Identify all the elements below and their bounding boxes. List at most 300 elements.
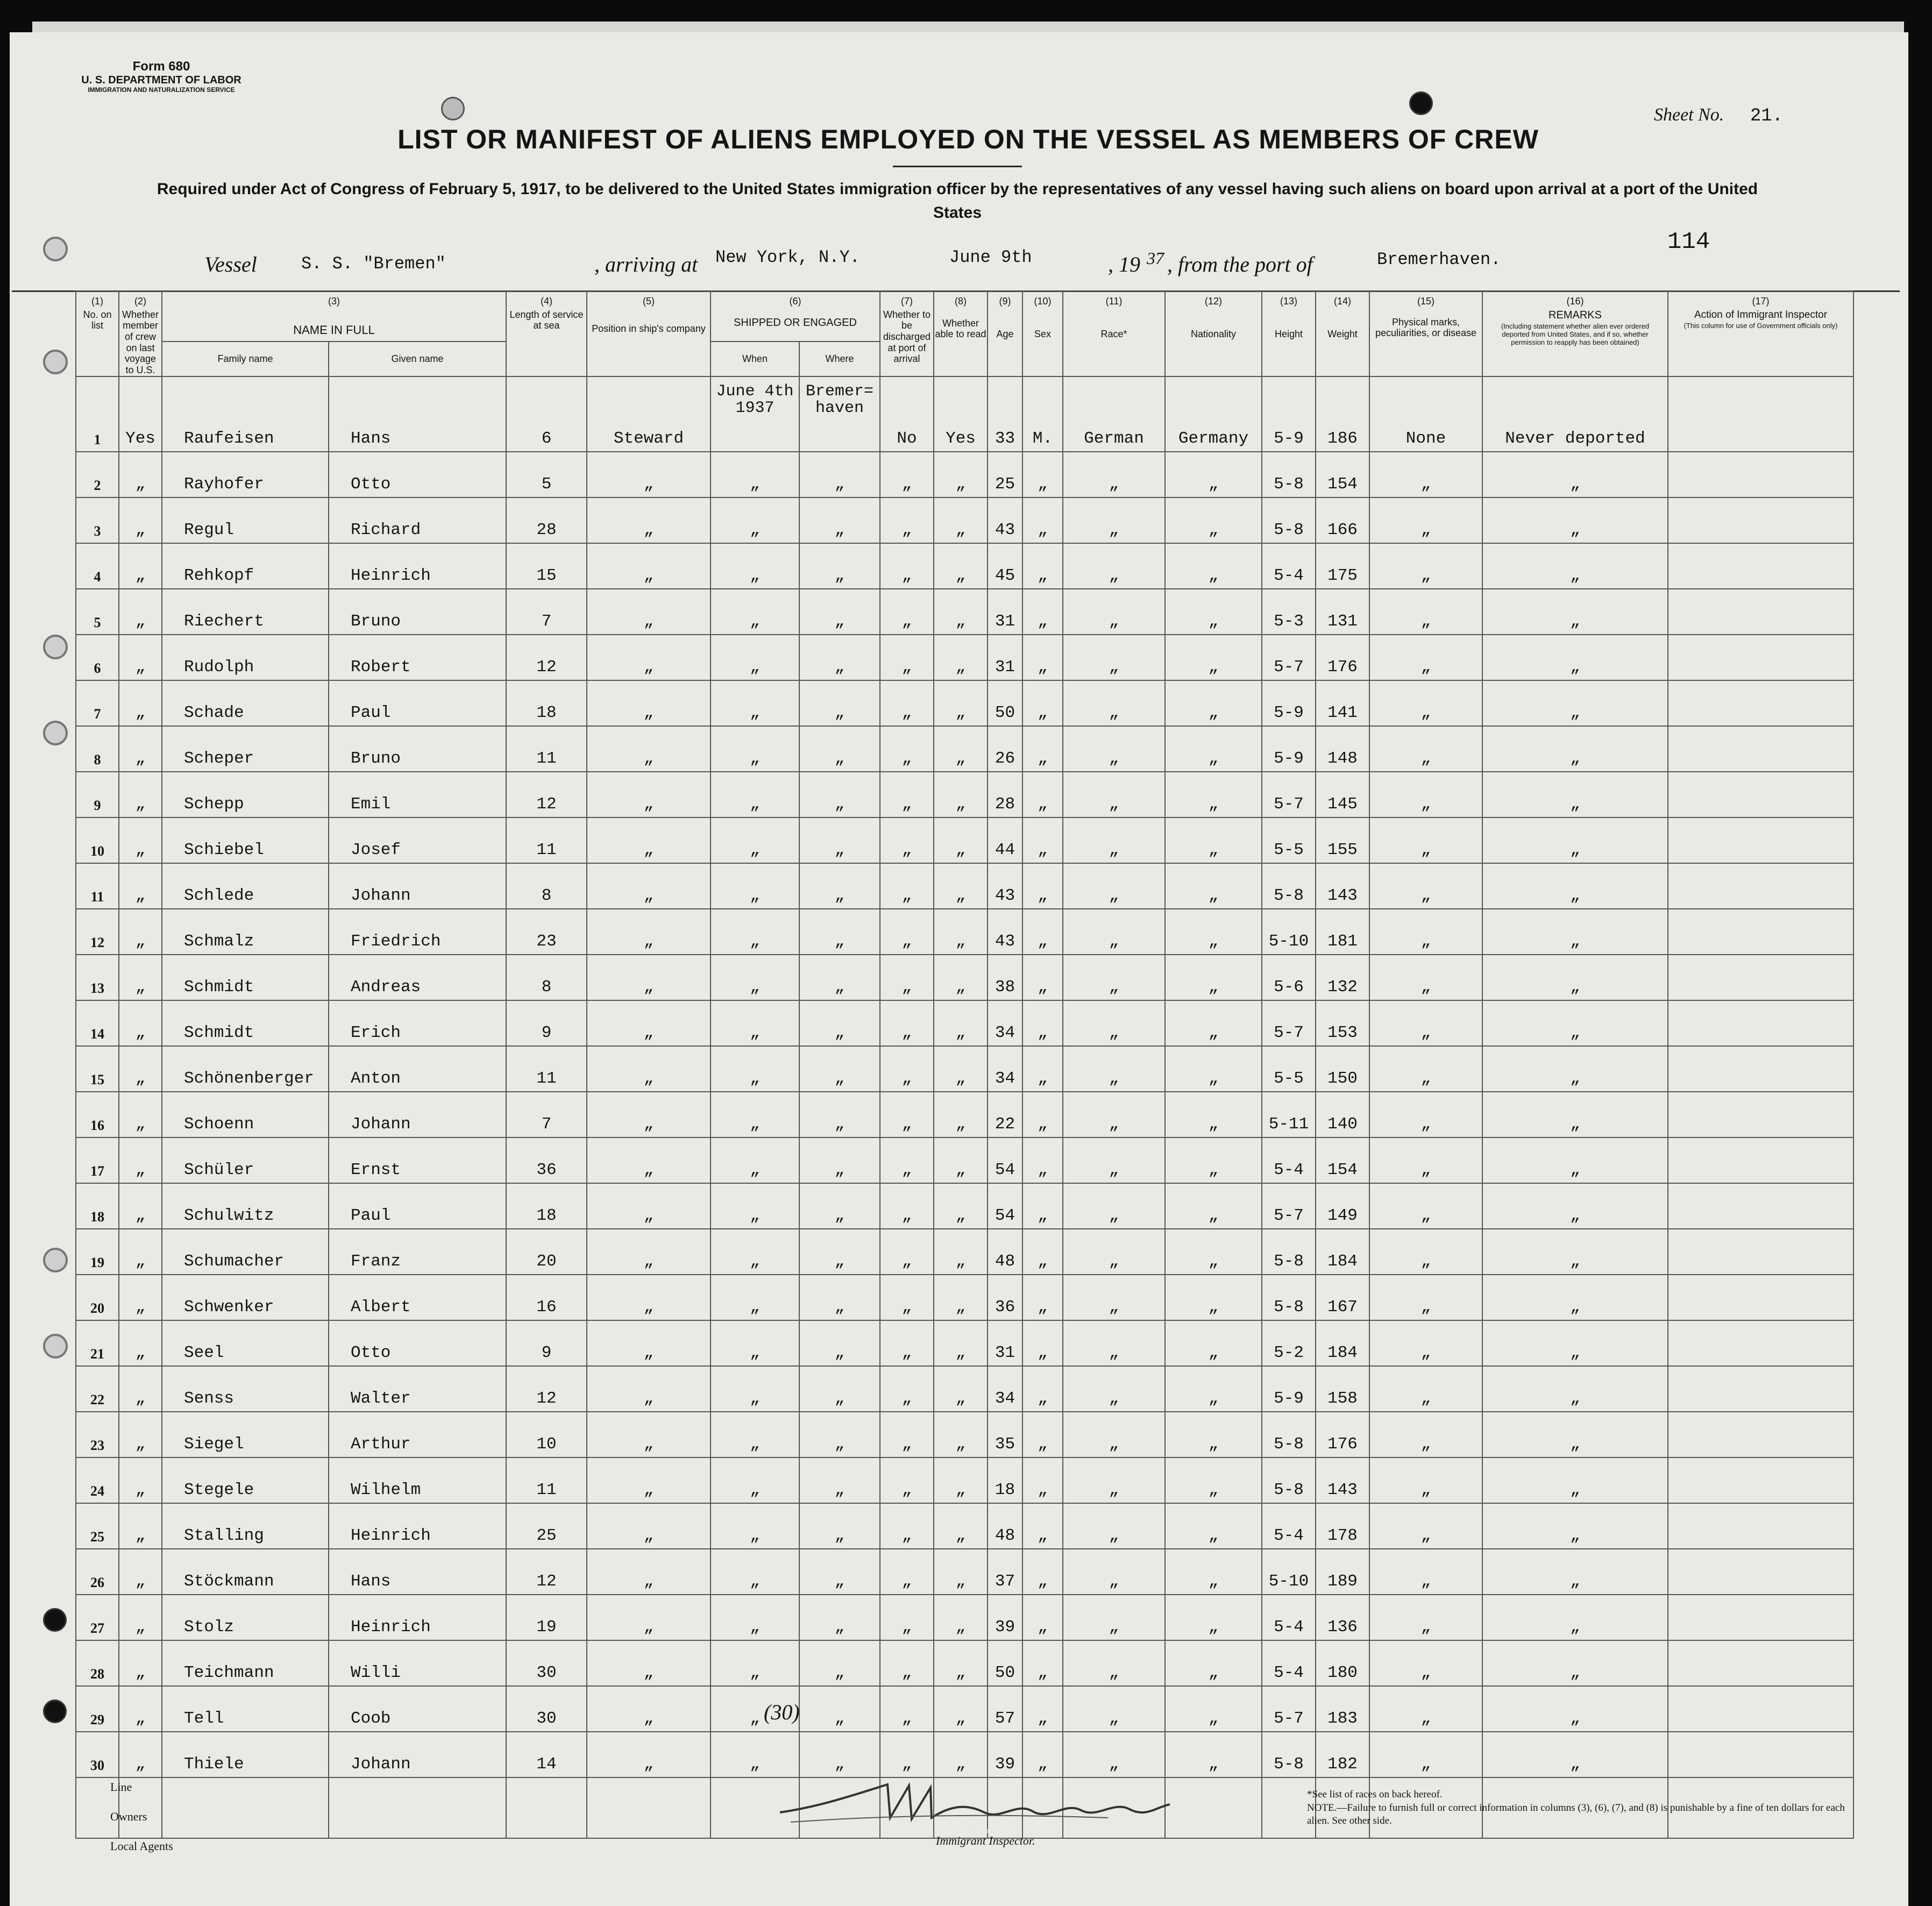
cell-marks: „	[1369, 863, 1482, 909]
cell-action	[1668, 543, 1853, 589]
cell-marks: „	[1369, 1732, 1482, 1777]
cell-given-name: Otto	[329, 1320, 506, 1366]
cell-when: „	[711, 772, 799, 817]
punch-hole-icon	[43, 237, 68, 261]
cell-action	[1668, 1092, 1853, 1137]
cell-when: „	[711, 909, 799, 955]
cell-height: 5-4	[1262, 1503, 1316, 1549]
vessel-name: S. S. "Bremen"	[301, 254, 446, 274]
cell-position: „	[587, 452, 711, 497]
cell-no: 3	[76, 497, 119, 543]
cell-family-name: Schepp	[162, 772, 329, 817]
cell-read: „	[934, 817, 988, 863]
punch-hole-icon	[441, 97, 465, 120]
cell-weight: 154	[1316, 1137, 1369, 1183]
cell-discharged: „	[880, 1366, 934, 1412]
title-underline	[893, 166, 1022, 167]
cell-marks: „	[1369, 1183, 1482, 1229]
cell-nationality: „	[1165, 1137, 1262, 1183]
punch-hole-icon	[43, 350, 68, 374]
cell-read: „	[934, 1549, 988, 1595]
cell-read: „	[934, 909, 988, 955]
col-shipped-label: SHIPPED OR ENGAGED	[734, 316, 857, 329]
cell-action	[1668, 1137, 1853, 1183]
cell-race: „	[1063, 1686, 1165, 1732]
cell-height: 5-4	[1262, 1595, 1316, 1640]
cell-race: „	[1063, 817, 1165, 863]
cell-given-name: Coob	[329, 1686, 506, 1732]
arrival-date: June 9th	[949, 247, 1032, 267]
cell-weight: 150	[1316, 1046, 1369, 1092]
cell-no: 25	[76, 1503, 119, 1549]
cell-remarks: „	[1482, 1732, 1668, 1777]
cell-weight: 167	[1316, 1275, 1369, 1320]
cell-discharged: „	[880, 1549, 934, 1595]
cell-no: 29	[76, 1686, 119, 1732]
cell-no: 14	[76, 1000, 119, 1046]
cell-sex: „	[1022, 680, 1063, 726]
cell-nationality: „	[1165, 497, 1262, 543]
cell-prev-voyage: „	[119, 1412, 162, 1457]
cell-race: German	[1063, 376, 1165, 452]
cell-where: „	[799, 1046, 880, 1092]
cell-sex: „	[1022, 452, 1063, 497]
table-row	[76, 376, 1853, 452]
cell-where: „	[799, 1640, 880, 1686]
table-row	[76, 1046, 1853, 1092]
cell-position: „	[587, 1503, 711, 1549]
cell-race: „	[1063, 543, 1165, 589]
cell-given-name: Heinrich	[329, 543, 506, 589]
col-read-number: (8)	[955, 296, 967, 307]
col-prev-voyage-header	[119, 291, 162, 376]
cell-position: „	[587, 772, 711, 817]
cell-height: 5-7	[1262, 1183, 1316, 1229]
vessel-label: Vessel	[204, 252, 257, 276]
col-service-label: Length of service at sea	[509, 309, 584, 331]
col-height-number: (13)	[1280, 296, 1297, 307]
punch-hole-icon	[43, 1334, 68, 1359]
blank-cell	[506, 1777, 587, 1838]
cell-action	[1668, 1366, 1853, 1412]
cell-marks: „	[1369, 1046, 1482, 1092]
cell-family-name: Stöckmann	[162, 1549, 329, 1595]
table-row	[76, 1137, 1853, 1183]
cell-race: „	[1063, 1092, 1165, 1137]
cell-prev-voyage: „	[119, 1137, 162, 1183]
cell-marks: „	[1369, 1000, 1482, 1046]
department-name: U. S. DEPARTMENT OF LABOR	[81, 74, 242, 86]
cell-service: 30	[506, 1640, 587, 1686]
cell-race: „	[1063, 635, 1165, 680]
cell-race: „	[1063, 909, 1165, 955]
cell-height: 5-8	[1262, 1229, 1316, 1275]
cell-family-name: Schulwitz	[162, 1183, 329, 1229]
owners-label: Owners	[110, 1810, 147, 1823]
cell-marks: „	[1369, 726, 1482, 772]
cell-remarks: „	[1482, 863, 1668, 909]
cell-action	[1668, 589, 1853, 635]
cell-given-name: Heinrich	[329, 1503, 506, 1549]
cell-weight: 154	[1316, 452, 1369, 497]
cell-given-name: Bruno	[329, 589, 506, 635]
cell-discharged: No	[880, 376, 934, 452]
sheet-number	[1654, 105, 1783, 126]
cell-remarks: „	[1482, 909, 1668, 955]
cell-where: „	[799, 1137, 880, 1183]
cell-marks: „	[1369, 955, 1482, 1000]
cell-marks: „	[1369, 589, 1482, 635]
cell-position: „	[587, 1640, 711, 1686]
cell-weight: 141	[1316, 680, 1369, 726]
cell-read: Yes	[934, 376, 988, 452]
cell-family-name: Rehkopf	[162, 543, 329, 589]
col-no-number: (1)	[91, 296, 103, 307]
cell-age: 54	[988, 1183, 1022, 1229]
cell-nationality: „	[1165, 1275, 1262, 1320]
cell-family-name: Senss	[162, 1366, 329, 1412]
table-row	[76, 1092, 1853, 1137]
table-row	[76, 909, 1853, 955]
cell-weight: 176	[1316, 635, 1369, 680]
cell-sex: „	[1022, 1732, 1063, 1777]
cell-age: 22	[988, 1092, 1022, 1137]
cell-height: 5-9	[1262, 1366, 1316, 1412]
col-remarks-note: (Including statement whether alien ever ordered deported from United States, and if so, whether permission to reapply has been obtained)	[1501, 322, 1650, 346]
cell-no: 15	[76, 1046, 119, 1092]
cell-no: 1	[76, 376, 119, 452]
cell-race: „	[1063, 452, 1165, 497]
cell-prev-voyage: „	[119, 589, 162, 635]
cell-where: „	[799, 1000, 880, 1046]
cell-sex: „	[1022, 1092, 1063, 1137]
cell-prev-voyage: „	[119, 863, 162, 909]
cell-no: 4	[76, 543, 119, 589]
cell-race: „	[1063, 1046, 1165, 1092]
cell-read: „	[934, 452, 988, 497]
cell-no: 30	[76, 1732, 119, 1777]
cell-marks: „	[1369, 909, 1482, 955]
cell-when: „	[711, 1686, 799, 1732]
cell-weight: 143	[1316, 1457, 1369, 1503]
cell-sex: „	[1022, 589, 1063, 635]
cell-service: 18	[506, 1183, 587, 1229]
cell-remarks: „	[1482, 1457, 1668, 1503]
cell-given-name: Johann	[329, 863, 506, 909]
cell-height: 5-8	[1262, 1732, 1316, 1777]
cell-race: „	[1063, 680, 1165, 726]
cell-position: „	[587, 635, 711, 680]
cell-marks: „	[1369, 452, 1482, 497]
cell-weight: 140	[1316, 1092, 1369, 1137]
table-row	[76, 955, 1853, 1000]
cell-given-name: Anton	[329, 1046, 506, 1092]
cell-prev-voyage: „	[119, 955, 162, 1000]
cell-action	[1668, 1457, 1853, 1503]
col-age-label: Age	[996, 328, 1014, 339]
cell-race: „	[1063, 1000, 1165, 1046]
cell-sex: „	[1022, 543, 1063, 589]
page-title: LIST OR MANIFEST OF ALIENS EMPLOYED ON THE VESSEL AS MEMBERS OF CREW	[397, 124, 1539, 154]
cell-family-name: Schiebel	[162, 817, 329, 863]
cell-remarks: „	[1482, 452, 1668, 497]
cell-family-name: Stegele	[162, 1457, 329, 1503]
cell-service: 11	[506, 817, 587, 863]
cell-remarks: „	[1482, 1000, 1668, 1046]
table-row	[76, 543, 1853, 589]
cell-nationality: „	[1165, 1046, 1262, 1092]
cell-no: 5	[76, 589, 119, 635]
cell-marks: None	[1369, 376, 1482, 452]
cell-when: „	[711, 863, 799, 909]
col-read-label: Whether able to read	[935, 317, 986, 340]
cell-discharged: „	[880, 1046, 934, 1092]
cell-given-name: Andreas	[329, 955, 506, 1000]
local-agents-label: Local Agents	[110, 1839, 173, 1853]
rivet-icon	[1409, 91, 1433, 115]
cell-position: „	[587, 863, 711, 909]
table-row	[76, 1503, 1853, 1549]
cell-age: 28	[988, 772, 1022, 817]
cell-race: „	[1063, 589, 1165, 635]
cell-sex: „	[1022, 1320, 1063, 1366]
cell-height: 5-9	[1262, 376, 1316, 452]
cell-action	[1668, 1046, 1853, 1092]
cell-age: 38	[988, 955, 1022, 1000]
cell-family-name: Riechert	[162, 589, 329, 635]
cell-discharged: „	[880, 1595, 934, 1640]
cell-where: Bremer= haven	[799, 376, 880, 452]
cell-race: „	[1063, 863, 1165, 909]
cell-no: 9	[76, 772, 119, 817]
cell-when: „	[711, 1549, 799, 1595]
line-label: Line	[110, 1780, 132, 1794]
cell-age: 34	[988, 1000, 1022, 1046]
rivet-icon	[43, 1608, 67, 1632]
cell-race: „	[1063, 1503, 1165, 1549]
cell-service: 20	[506, 1229, 587, 1275]
cell-discharged: „	[880, 1229, 934, 1275]
cell-age: 39	[988, 1595, 1022, 1640]
cell-age: 43	[988, 863, 1022, 909]
rivet-icon	[43, 1699, 67, 1723]
cell-prev-voyage: „	[119, 1183, 162, 1229]
cell-where: „	[799, 1686, 880, 1732]
page-subtitle: Required under Act of Congress of February 5, 1917, to be delivered to the United States immigration officer by the representatives of any vessel having such aliens on board upon arrival at a port of the United States	[157, 180, 1758, 222]
cell-weight: 182	[1316, 1732, 1369, 1777]
cell-no: 11	[76, 863, 119, 909]
col-height-header	[1262, 291, 1316, 376]
manifest-body	[76, 376, 1853, 1838]
cell-where: „	[799, 1412, 880, 1457]
cell-remarks: „	[1482, 1137, 1668, 1183]
cell-nationality: „	[1165, 1412, 1262, 1457]
cell-height: 5-7	[1262, 1686, 1316, 1732]
inspector-label: Immigrant Inspector.	[936, 1834, 1035, 1847]
col-where-header: Where	[799, 342, 880, 376]
table-row	[76, 1000, 1853, 1046]
cell-where: „	[799, 1595, 880, 1640]
cell-age: 45	[988, 543, 1022, 589]
table-row	[76, 1320, 1853, 1366]
cell-action	[1668, 817, 1853, 863]
col-race-label: Race*	[1100, 328, 1127, 339]
blank-cell	[587, 1777, 711, 1838]
cell-sex: „	[1022, 1046, 1063, 1092]
cell-when: „	[711, 1275, 799, 1320]
cell-prev-voyage: „	[119, 1732, 162, 1777]
cell-position: „	[587, 1457, 711, 1503]
vessel-line	[199, 247, 1759, 280]
cell-read: „	[934, 1046, 988, 1092]
col-position-label: Position in ship's company	[592, 323, 706, 334]
cell-race: „	[1063, 1183, 1165, 1229]
cell-family-name: Schade	[162, 680, 329, 726]
cell-action	[1668, 1000, 1853, 1046]
cell-read: „	[934, 1595, 988, 1640]
cell-family-name: Seel	[162, 1320, 329, 1366]
cell-given-name: Paul	[329, 1183, 506, 1229]
cell-nationality: „	[1165, 1549, 1262, 1595]
cell-age: 36	[988, 1275, 1022, 1320]
cell-where: „	[799, 772, 880, 817]
cell-discharged: „	[880, 909, 934, 955]
cell-where: „	[799, 452, 880, 497]
cell-where: „	[799, 1275, 880, 1320]
cell-action	[1668, 955, 1853, 1000]
cell-family-name: Teichmann	[162, 1640, 329, 1686]
cell-age: 31	[988, 1320, 1022, 1366]
cell-discharged: „	[880, 680, 934, 726]
cell-read: „	[934, 1457, 988, 1503]
col-race-number: (11)	[1105, 296, 1123, 307]
cell-given-name: Heinrich	[329, 1595, 506, 1640]
cell-where: „	[799, 1503, 880, 1549]
cell-no: 10	[76, 817, 119, 863]
cell-when: June 4th 1937	[711, 376, 799, 452]
cell-prev-voyage: „	[119, 1595, 162, 1640]
cell-where: „	[799, 726, 880, 772]
cell-prev-voyage: „	[119, 1092, 162, 1137]
cell-age: 35	[988, 1412, 1022, 1457]
cell-sex: „	[1022, 1595, 1063, 1640]
col-discharged-number: (7)	[901, 296, 913, 307]
cell-sex: „	[1022, 635, 1063, 680]
table-row	[76, 1549, 1853, 1595]
cell-prev-voyage: „	[119, 1229, 162, 1275]
cell-marks: „	[1369, 543, 1482, 589]
cell-nationality: „	[1165, 1320, 1262, 1366]
cell-age: 31	[988, 589, 1022, 635]
cell-family-name: Schüler	[162, 1137, 329, 1183]
cell-prev-voyage: Yes	[119, 376, 162, 452]
year-prefix: , 19	[1108, 252, 1140, 276]
col-remarks-label: REMARKS	[1549, 309, 1602, 321]
page-number: 114	[1667, 229, 1710, 255]
cell-discharged: „	[880, 1640, 934, 1686]
col-shipped-header	[711, 291, 880, 342]
cell-height: 5-11	[1262, 1092, 1316, 1137]
cell-prev-voyage: „	[119, 817, 162, 863]
cell-read: „	[934, 1732, 988, 1777]
cell-position: „	[587, 1229, 711, 1275]
sheet-number-label: Sheet No.	[1654, 105, 1724, 125]
cell-prev-voyage: „	[119, 543, 162, 589]
cell-weight: 136	[1316, 1595, 1369, 1640]
cell-service: 10	[506, 1412, 587, 1457]
cell-race: „	[1063, 1275, 1165, 1320]
cell-age: 43	[988, 909, 1022, 955]
cell-position: Steward	[587, 376, 711, 452]
cell-position: „	[587, 497, 711, 543]
cell-position: „	[587, 955, 711, 1000]
cell-no: 6	[76, 635, 119, 680]
col-position-number: (5)	[643, 296, 655, 307]
cell-position: „	[587, 543, 711, 589]
cell-remarks: „	[1482, 1503, 1668, 1549]
cell-read: „	[934, 772, 988, 817]
col-name-header	[162, 291, 506, 342]
cell-action	[1668, 726, 1853, 772]
cell-action	[1668, 772, 1853, 817]
handwritten-count: (30)	[764, 1700, 800, 1724]
cell-where: „	[799, 1092, 880, 1137]
cell-read: „	[934, 1229, 988, 1275]
cell-service: 12	[506, 635, 587, 680]
cell-when: „	[711, 1732, 799, 1777]
cell-when: „	[711, 1457, 799, 1503]
cell-nationality: „	[1165, 863, 1262, 909]
cell-remarks: „	[1482, 589, 1668, 635]
cell-no: 19	[76, 1229, 119, 1275]
cell-family-name: Schmidt	[162, 1000, 329, 1046]
cell-weight: 148	[1316, 726, 1369, 772]
cell-position: „	[587, 1412, 711, 1457]
cell-family-name: Rayhofer	[162, 452, 329, 497]
cell-height: 5-7	[1262, 772, 1316, 817]
cell-age: 50	[988, 1640, 1022, 1686]
cell-given-name: Emil	[329, 772, 506, 817]
cell-weight: 181	[1316, 909, 1369, 955]
cell-no: 24	[76, 1457, 119, 1503]
cell-remarks: „	[1482, 955, 1668, 1000]
cell-where: „	[799, 1549, 880, 1595]
cell-remarks: „	[1482, 772, 1668, 817]
cell-no: 13	[76, 955, 119, 1000]
cell-no: 12	[76, 909, 119, 955]
cell-prev-voyage: „	[119, 497, 162, 543]
cell-weight: 166	[1316, 497, 1369, 543]
cell-action	[1668, 452, 1853, 497]
cell-sex: M.	[1022, 376, 1063, 452]
cell-given-name: Friedrich	[329, 909, 506, 955]
cell-where: „	[799, 955, 880, 1000]
cell-sex: „	[1022, 909, 1063, 955]
cell-position: „	[587, 1549, 711, 1595]
cell-weight: 189	[1316, 1549, 1369, 1595]
col-age-header	[988, 291, 1022, 376]
cell-nationality: „	[1165, 589, 1262, 635]
cell-height: 5-5	[1262, 817, 1316, 863]
col-prev-voyage-label: Whether member of crew on last voyage to U.S.	[122, 309, 159, 376]
cell-service: 9	[506, 1000, 587, 1046]
cell-sex: „	[1022, 1183, 1063, 1229]
cell-family-name: Schmidt	[162, 955, 329, 1000]
cell-height: 5-6	[1262, 955, 1316, 1000]
cell-nationality: „	[1165, 1092, 1262, 1137]
cell-weight: 158	[1316, 1366, 1369, 1412]
cell-marks: „	[1369, 1686, 1482, 1732]
